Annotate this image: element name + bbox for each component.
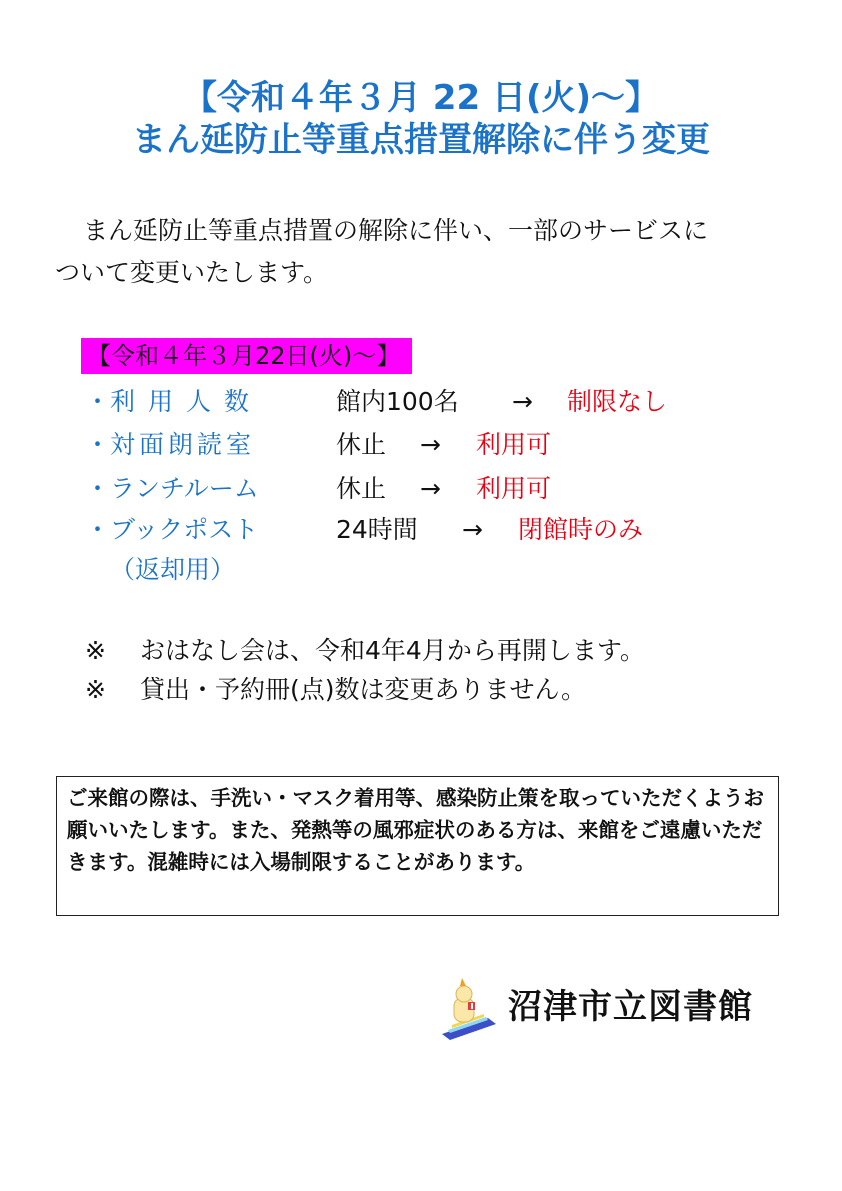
note-item: [85, 633, 645, 669]
service-after: 閉館時のみ: [518, 515, 644, 544]
service-before: 休止: [336, 430, 387, 459]
page-title-date: 【令和４年３月 22 日(火)～】: [182, 78, 660, 118]
note-item: [85, 672, 586, 708]
arrow-icon: →: [420, 474, 441, 503]
note-text: おはなし会は、令和4年4月から再開します。: [140, 636, 645, 665]
bullet: ・: [85, 515, 111, 544]
service-item-book-post: [85, 512, 258, 548]
service-sub-label: （返却用）: [110, 555, 236, 584]
service-after: 利用可: [476, 474, 552, 503]
date-badge: 【令和４年３月22日(火)～】: [81, 338, 412, 374]
bullet: ・: [85, 387, 111, 416]
service-before: 館内100名: [336, 387, 459, 416]
service-label: 対面朗読室: [110, 430, 256, 459]
service-label: ランチルーム: [110, 474, 259, 503]
service-after: 利用可: [476, 430, 552, 459]
reference-mark-icon: ※: [85, 675, 106, 704]
reference-mark-icon: ※: [85, 636, 106, 665]
arrow-icon: →: [420, 430, 441, 459]
service-before: 24時間: [336, 515, 418, 544]
service-item-capacity: [85, 384, 262, 420]
notice-box: ご来館の際は、手洗い・マスク着用等、感染防止策を取っていただくようお願いいたします。また、発熱等の風邪症状のある方は、来館をご遠慮いただきます。混雑時には入場制限することがあります。: [56, 776, 779, 916]
service-item-lunch-room: [85, 471, 259, 507]
bullet: ・: [85, 430, 111, 459]
service-label: ブックポスト: [110, 515, 259, 544]
arrow-icon: →: [462, 515, 483, 544]
service-item-reading-room: [85, 427, 255, 463]
page-title: まん延防止等重点措置解除に伴う変更: [132, 120, 710, 160]
service-label: 利用人数: [110, 387, 263, 416]
intro-text-line1: まん延防止等重点措置の解除に伴い、一部のサービスに: [83, 216, 709, 245]
intro-text-line2: ついて変更いたします。: [55, 258, 329, 287]
note-text: 貸出・予約冊(点)数は変更ありません。: [140, 675, 587, 704]
library-name: 沼津市立図書館: [508, 987, 753, 1027]
library-mascot-icon: [438, 972, 498, 1042]
bullet: ・: [85, 474, 111, 503]
service-before: 休止: [336, 474, 387, 503]
arrow-icon: →: [512, 387, 533, 416]
service-after: 制限なし: [567, 387, 668, 416]
